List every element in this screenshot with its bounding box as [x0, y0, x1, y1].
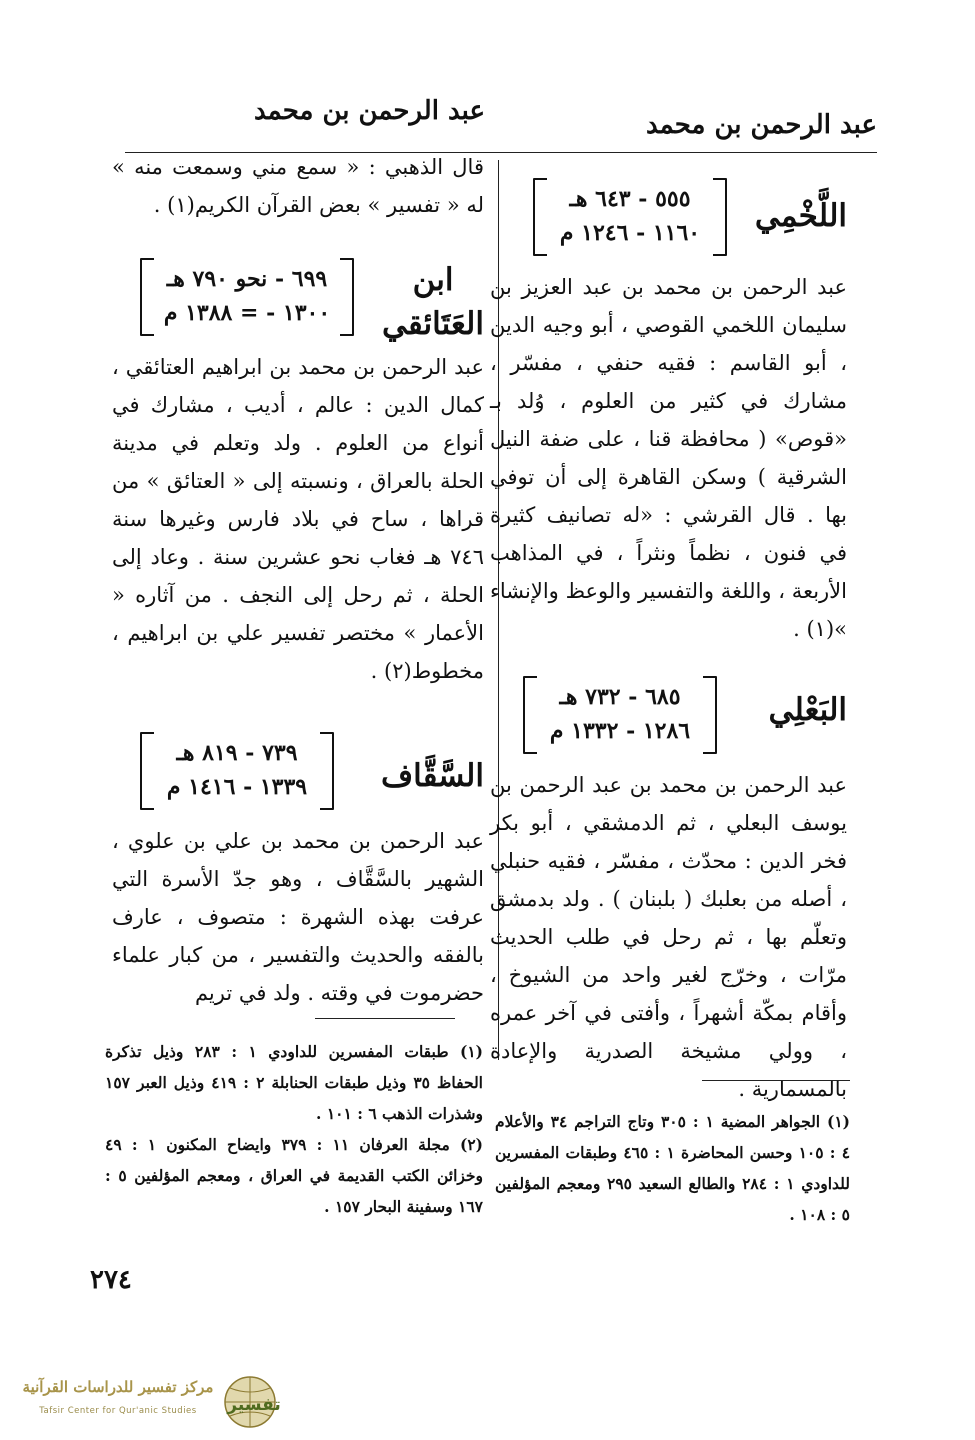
footnote-ref: (١) . — [793, 617, 835, 641]
dates-bracket — [533, 178, 727, 256]
entry-header — [112, 258, 484, 348]
dates-bracket — [140, 258, 354, 336]
entry-name: السَّقَّاف — [381, 758, 484, 794]
entry-saqqaf — [112, 732, 484, 1012]
entry-name: ابن العَتَائقي — [382, 262, 484, 342]
entry-text: عبد الرحمن بن محمد بن ابراهيم العتائقي ، كمال الدين : عالم ، أديب ، مشارك في أنواع من العلوم . ولد وتعلم في مدينة الحلة بالعراق ، ونسبته إلى « العتائق » من قراها ، ساح في بلاد فارس وغيرها سنة ٧٤٦ هـ فغاب نحو عشرين سنة . وعاد إلى الحلة ، ثم رحل إلى النجف . من آثاره « الأعمار » مختصر تفسير علي بن ابراهيم ، مخطوط(٢) . — [112, 355, 484, 683]
entry-name: البَعْلِي — [768, 692, 847, 728]
footnote-1: (١) طبقات المفسرين للداودي ١ : ٢٨٣ وذيل تذكرة الحفاظ ٣٥ وذيل طبقات الحنابلة ٢ : ٤١٩ وذيل العبر ١٥٧ وشذرات الذهب ٦ : ١٠١ . — [105, 1042, 484, 1123]
hijri-dates: ٥٥٥ - ٦٤٣ هـ — [569, 186, 691, 212]
logo-english-text: Tafsir Center for Qur'anic Studies — [39, 1406, 197, 1416]
page-number: ٢٧٤ — [90, 1265, 132, 1295]
globe-icon — [214, 1374, 288, 1430]
dates-bracket — [140, 732, 334, 810]
entry-name: اللَّخْمِي — [754, 198, 847, 234]
footnote-ref: (١) . — [153, 193, 195, 217]
entry-text: عبد الرحمن بن محمد بن عبد الرحمن بن يوسف البعلي ، ثم الدمشقي ، أبو بكر فخر الدين : محدّث ، مفسّر ، فقيه حنبلي ، أصله من بعلبك ( بلبنان ) . ولد بدمشق وتعلّم بها ، ثم رحل في طلب الحديث مرّات ، وخرّج لغير واحد من الشيوخ ، وأقام بمكّة أشهراً ، وأفتى في آخر عمره ، وولي مشيخة الصدرية والإعادة بالمسمارية . — [490, 773, 847, 1101]
entry-header — [112, 732, 484, 822]
running-header-right: عبد الرحمن بن محمد — [646, 110, 877, 140]
entry-text: عبد الرحمن بن محمد بن علي بن علوي ، الشهير بالسَّقَّاف ، وهو جدّ الأسرة التي عرفت بهذه الشهرة : متصوف ، عارف بالفقه والحديث والتفسير ، من كبار علماء حضرموت في وقته . ولد في تريم — [112, 829, 484, 1005]
publisher-logo — [14, 1372, 289, 1432]
footnote-1: (١) الجواهر المضية ١ : ٣٠٥ وتاج التراجم ٣٤ والأعلام ٤ : ١٠٥ وحسن المحاضرة ١ : ٤٦٥ وطبقات المفسرين للداودي ١ : ٢٨٤ والطالع السعيد ٢٩٥ ومعجم المؤلفين ٥ : ١٠٨ . — [495, 1112, 851, 1224]
hijri-dates: ٦٨٥ - ٧٣٢ هـ — [559, 684, 681, 710]
footnote-2: (٢) مجلة العرفان ١١ : ٣٧٩ وايضاح المكنون ١ : ٤٩ وخزائن الكتب القديمة في العراق ، ومعجم المؤلفين ٥ : ١٦٧ وسفينة البحار ١٥٧ . — [105, 1135, 483, 1216]
footnote-rule-right — [702, 1080, 850, 1081]
dates-bracket — [523, 676, 717, 754]
footnotes-left — [105, 1036, 483, 1222]
entry-header — [490, 676, 847, 766]
entry-text: عبد الرحمن بن محمد بن عبد العزيز بن سليمان اللخمي القوصي ، أبو وجيه الدين ، أبو القاسم : فقيه حنفي ، مفسّر ، مشارك في كثير من العلوم ، وُلد بـ «قوص» ( محافظة قنا ، على ضفة النيل الشرقية ) وسكن القاهرة إلى أن توفي بها . قال القرشي : «له تصانيف كثيرة في فنون ، نظماً ونثراً ، في المذاهب الأربعة ، واللغة والتفسير والوعظ والإنشاء »(١) . — [490, 275, 847, 641]
footnote-ref: (٢) . — [370, 659, 412, 683]
gregorian-dates: ١٣٠٠ - = ١٣٨٨ م — [163, 300, 331, 326]
entry-header — [490, 178, 847, 268]
dhahabi-continuation — [112, 148, 484, 224]
footnote-rule-left — [315, 1018, 455, 1019]
entry-lakhmi — [490, 178, 847, 648]
running-header-left: عبد الرحمن بن محمد — [254, 96, 485, 126]
gregorian-dates: ١٣٣٩ - ١٤١٦ م — [166, 774, 308, 800]
hijri-dates: ٦٩٩ - نحو ٧٩٠ هـ — [166, 266, 328, 292]
logo-arabic-text: مركز تفسير للدراسات القرآنية — [22, 1378, 214, 1396]
entry-ataiqi — [112, 258, 484, 690]
hijri-dates: ٧٣٩ - ٨١٩ هـ — [176, 740, 298, 766]
footnotes-right — [495, 1106, 850, 1230]
logo-mark: تفسير — [227, 1395, 281, 1415]
gregorian-dates: ١١٦٠ - ١٢٤٦ م — [559, 220, 701, 246]
gregorian-dates: ١٢٨٦ - ١٣٣٢ م — [549, 718, 691, 744]
entry-baali — [490, 676, 847, 1108]
entry-text: قال الذهبي : « سمع مني وسمعت منه » له « تفسير » بعض القرآن الكريم(١) . — [112, 155, 484, 217]
